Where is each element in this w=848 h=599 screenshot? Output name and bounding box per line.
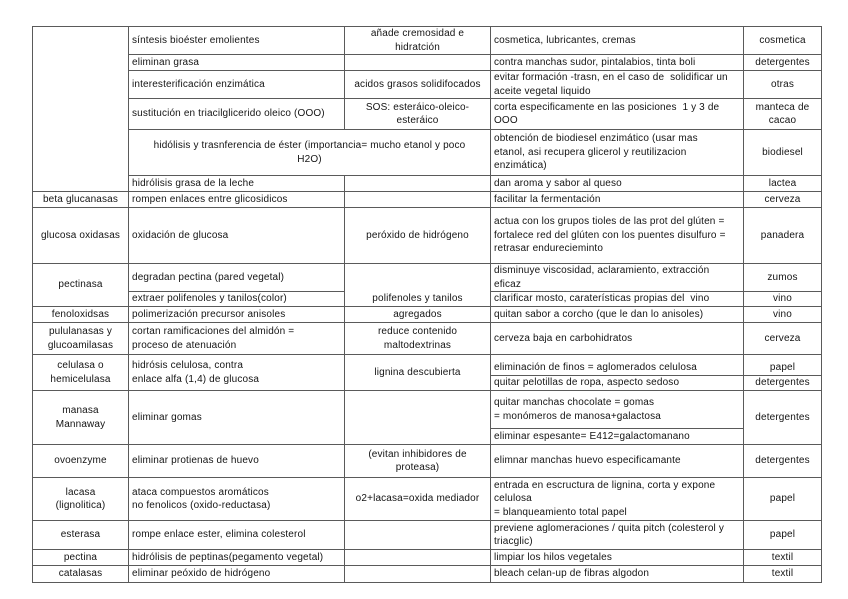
cell-effect[interactable]: peróxido de hidrógeno xyxy=(345,208,491,264)
cell-reaction[interactable]: polimerización precursor anisoles xyxy=(129,307,345,323)
cell-application[interactable]: obtención de biodiesel enzimático (usar mas etanol, asi recupera glicerol y reutilizacion enzimática) xyxy=(491,130,744,176)
table-row xyxy=(33,445,822,478)
cell-reaction[interactable]: eliminan grasa xyxy=(129,55,345,71)
cell-application[interactable]: cosmetica, lubricantes, cremas xyxy=(491,27,744,55)
table-row xyxy=(33,478,822,521)
cell-application[interactable]: eliminación de finos = aglomerados celulosa xyxy=(491,355,744,376)
cell-enzyme[interactable]: fenoloxidsas xyxy=(33,307,129,323)
table-row xyxy=(33,521,822,550)
cell-reaction[interactable]: interesterificación enzimática xyxy=(129,71,345,99)
cell-application[interactable]: contra manchas sudor, pintalabios, tinta boli xyxy=(491,55,744,71)
table-row xyxy=(33,27,822,55)
cell-industry[interactable]: vino xyxy=(744,292,822,307)
cell-effect[interactable]: lignina descubierta xyxy=(345,355,491,391)
cell-application[interactable]: elimnar manchas huevo especificamante xyxy=(491,445,744,478)
cell-industry[interactable]: papel xyxy=(744,355,822,376)
cell-enzyme[interactable]: glucosa oxidasas xyxy=(33,208,129,264)
cell-enzyme[interactable]: ovoenzyme xyxy=(33,445,129,478)
table-row xyxy=(33,176,822,192)
cell-effect[interactable]: polifenoles y tanilos xyxy=(345,264,491,307)
table-row xyxy=(33,307,822,323)
cell-enzyme[interactable]: pectinasa xyxy=(33,264,129,307)
cell-reaction[interactable]: eliminar peóxido de hidrógeno xyxy=(129,566,345,583)
cell-industry[interactable]: biodiesel xyxy=(744,130,822,176)
cell-reaction[interactable]: degradan pectina (pared vegetal) xyxy=(129,264,345,292)
cell-effect[interactable]: agregados xyxy=(345,307,491,323)
cell-reaction[interactable]: oxidación de glucosa xyxy=(129,208,345,264)
cell-industry[interactable]: panadera xyxy=(744,208,822,264)
cell-reaction[interactable]: hidrósis celulosa, contra enlace alfa (1,4) de glucosa xyxy=(129,355,345,391)
cell-application[interactable]: quitar pelotillas de ropa, aspecto sedoso xyxy=(491,376,744,391)
cell-reaction[interactable]: rompen enlaces entre glicosidicos xyxy=(129,192,345,208)
table-row xyxy=(33,550,822,566)
cell-effect[interactable]: reduce contenido maltodextrinas xyxy=(345,323,491,355)
cell-reaction[interactable]: hidrólisis de peptinas(pegamento vegetal) xyxy=(129,550,345,566)
cell-industry[interactable]: vino xyxy=(744,307,822,323)
cell-application[interactable]: disminuye viscosidad, aclaramiento, extracción eficaz xyxy=(491,264,744,292)
cell-industry[interactable]: detergentes xyxy=(744,445,822,478)
cell-effect[interactable]: SOS: esteráico-oleico- esteráico xyxy=(345,99,491,130)
table-row xyxy=(33,323,822,355)
cell-application[interactable]: previene aglomeraciones / quita pitch (colesterol y triacglic) xyxy=(491,521,744,550)
table-row xyxy=(33,192,822,208)
cell-enzyme[interactable]: beta glucanasas xyxy=(33,192,129,208)
cell-industry[interactable]: papel xyxy=(744,478,822,521)
table-row xyxy=(33,208,822,264)
cell-industry[interactable]: detergentes xyxy=(744,391,822,445)
cell-reaction[interactable]: extraer polifenoles y tanilos(color) xyxy=(129,292,345,307)
cell-industry[interactable]: cerveza xyxy=(744,192,822,208)
cell-effect[interactable] xyxy=(345,566,491,583)
cell-application[interactable]: clarificar mosto, caraterísticas propias del vino xyxy=(491,292,744,307)
cell-application[interactable]: quitar manchas chocolate = gomas = monómeros de manosa+galactosa xyxy=(491,391,744,429)
cell-industry[interactable]: cosmetica xyxy=(744,27,822,55)
cell-industry[interactable]: otras xyxy=(744,71,822,99)
cell-industry[interactable]: manteca de cacao xyxy=(744,99,822,130)
cell-enzyme[interactable]: manasa Mannaway xyxy=(33,391,129,445)
cell-effect[interactable]: (evitan inhibidores de proteasa) xyxy=(345,445,491,478)
cell-reaction[interactable]: rompe enlace ester, elimina colesterol xyxy=(129,521,345,550)
table-row xyxy=(33,391,822,429)
cell-enzyme[interactable]: pectina xyxy=(33,550,129,566)
table-row xyxy=(33,71,822,99)
cell-effect[interactable] xyxy=(345,176,491,192)
cell-enzyme[interactable]: esterasa xyxy=(33,521,129,550)
cell-industry[interactable]: cerveza xyxy=(744,323,822,355)
cell-effect[interactable]: añade cremosidad e hidratción xyxy=(345,27,491,55)
cell-application[interactable]: quitan sabor a corcho (que le dan lo anisoles) xyxy=(491,307,744,323)
table-row xyxy=(33,264,822,292)
cell-reaction-effect[interactable]: hidólisis y trasnferencia de éster (importancia= mucho etanol y poco H2O) xyxy=(129,130,491,176)
cell-effect[interactable] xyxy=(345,391,491,445)
cell-reaction[interactable]: eliminar gomas xyxy=(129,391,345,445)
cell-reaction[interactable]: eliminar protienas de huevo xyxy=(129,445,345,478)
cell-enzyme[interactable]: celulasa o hemicelulasa xyxy=(33,355,129,391)
cell-application[interactable]: bleach celan-up de fibras algodon xyxy=(491,566,744,583)
cell-reaction[interactable]: síntesis bioéster emolientes xyxy=(129,27,345,55)
cell-effect[interactable] xyxy=(345,521,491,550)
cell-industry[interactable]: lactea xyxy=(744,176,822,192)
cell-effect[interactable] xyxy=(345,192,491,208)
cell-application[interactable]: cerveza baja en carbohidratos xyxy=(491,323,744,355)
cell-application[interactable]: facilitar la fermentación xyxy=(491,192,744,208)
table-row xyxy=(33,55,822,71)
cell-application[interactable]: entrada en escructura de lignina, corta y expone celulosa = blanqueamiento total papel xyxy=(491,478,744,521)
cell-application[interactable]: eliminar espesante= E412=galactomanano xyxy=(491,429,744,445)
cell-effect[interactable]: acidos grasos solidifocados xyxy=(345,71,491,99)
cell-effect[interactable] xyxy=(345,550,491,566)
cell-application[interactable]: corta especificamente en las posiciones 1 y 3 de OOO xyxy=(491,99,744,130)
table-row xyxy=(33,566,822,583)
cell-reaction[interactable]: cortan ramificaciones del almidón = proceso de atenuación xyxy=(129,323,345,355)
cell-enzyme[interactable] xyxy=(33,27,129,192)
cell-industry[interactable]: detergentes xyxy=(744,55,822,71)
table-row xyxy=(33,130,822,176)
cell-enzyme[interactable]: catalasas xyxy=(33,566,129,583)
cell-reaction[interactable]: hidrólisis grasa de la leche xyxy=(129,176,345,192)
cell-application[interactable]: dan aroma y sabor al queso xyxy=(491,176,744,192)
cell-industry[interactable]: papel xyxy=(744,521,822,550)
cell-industry[interactable]: zumos xyxy=(744,264,822,292)
cell-enzyme[interactable]: pululanasas y glucoamilasas xyxy=(33,323,129,355)
cell-industry[interactable]: detergentes xyxy=(744,376,822,391)
enzyme-table xyxy=(32,26,822,583)
table-row xyxy=(33,355,822,376)
cell-effect[interactable] xyxy=(345,55,491,71)
cell-reaction[interactable]: sustitución en triacilglicerido oleico (OOO) xyxy=(129,99,345,130)
cell-application[interactable]: evitar formación -trasn, en el caso de solidificar un aceite vegetal liquido xyxy=(491,71,744,99)
cell-effect[interactable]: o2+lacasa=oxida mediador xyxy=(345,478,491,521)
table-row xyxy=(33,99,822,130)
cell-enzyme[interactable]: lacasa (lignolitica) xyxy=(33,478,129,521)
cell-reaction[interactable]: ataca compuestos aromáticos no fenolicos (oxido-reductasa) xyxy=(129,478,345,521)
cell-industry[interactable]: textil xyxy=(744,566,822,583)
cell-industry[interactable]: textil xyxy=(744,550,822,566)
cell-application[interactable]: actua con los grupos tioles de las prot del glúten = fortalece red del glúten con los puentes disulfuro = retrasar endurecieminto xyxy=(491,208,744,264)
cell-application[interactable]: limpiar los hilos vegetales xyxy=(491,550,744,566)
